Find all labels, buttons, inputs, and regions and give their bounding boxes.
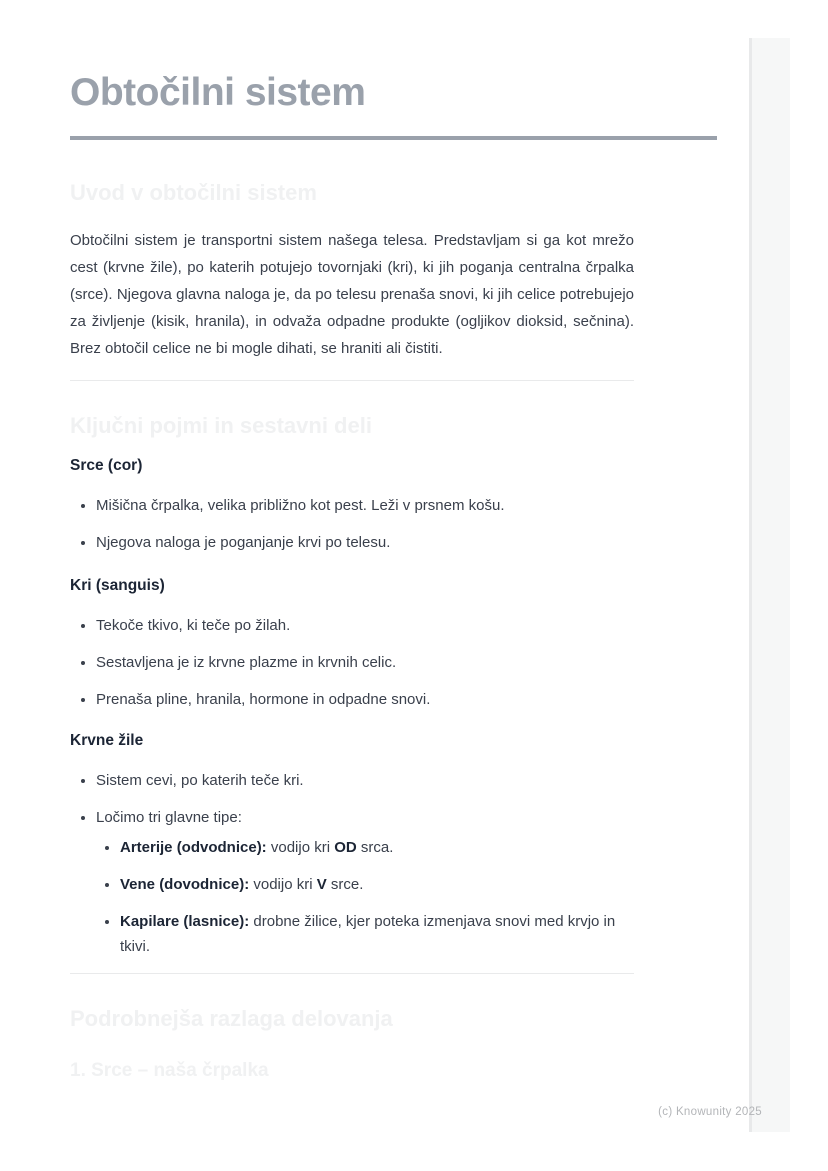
section-divider bbox=[70, 380, 634, 381]
term-text: vodijo kri bbox=[266, 839, 335, 856]
intro-paragraph: Obtočilni sistem je transportni sistem našega telesa. Predstavljam si ga kot mrežo cest (krvne žile), po katerih potujejo tovornjaki (kri), ki jih poganja centralna črpalka (srce). Njegova glavna naloga je, da po telesu prenaša snovi, ki jih celice potrebujejo za življenje (kisik, hranila), in odvaža odpadne produkte (ogljikov dioksid, sečnina). Brez obtočil celice ne bi mogle dihati, se hraniti ali čistiti. bbox=[70, 232, 634, 357]
term-bold: Vene (dovodnice): bbox=[120, 876, 250, 893]
term-bold: Kapilare (lasnice): bbox=[120, 913, 250, 930]
term-heading-krvne-zile: Krvne žile bbox=[70, 732, 144, 749]
term-text: srca. bbox=[356, 839, 394, 856]
bullet-list-kri bbox=[70, 613, 634, 712]
nested-bullet-list-vessel-types bbox=[96, 835, 634, 959]
term-heading-srce: Srce (cor) bbox=[70, 457, 143, 474]
term-bold: Arterije (odvodnice): bbox=[120, 839, 267, 856]
list-item: • Tekoče tkivo, ki teče po žilah. bbox=[96, 613, 634, 638]
list-item: • Sestavljena je iz krvne plazme in krvnih celic. bbox=[96, 650, 634, 675]
subsection-heading-srce-crpalka: 1. Srce – naša črpalka bbox=[70, 1060, 269, 1081]
page-title: Obtočilni sistem bbox=[70, 71, 366, 114]
term-text: vodijo kri bbox=[249, 876, 317, 893]
term-text: srce. bbox=[326, 876, 364, 893]
bullet-list-krvne-zile bbox=[70, 768, 634, 959]
term-heading-kri: Kri (sanguis) bbox=[70, 577, 165, 594]
list-item bbox=[96, 805, 634, 959]
section-divider bbox=[70, 973, 634, 974]
list-item: • Sistem cevi, po katerih teče kri. bbox=[96, 768, 634, 793]
term-text: drobne žilice, kjer poteka izmenjava snovi med krvjo in tkivi. bbox=[120, 913, 616, 955]
section-heading-details: Podrobnejša razlaga delovanja bbox=[70, 1006, 393, 1031]
title-divider bbox=[70, 136, 717, 140]
list-item: • Njegova naloga je poganjanje krvi po telesu. bbox=[96, 530, 634, 555]
list-item-text: Ločimo tri glavne tipe: bbox=[96, 809, 242, 826]
list-item: • Mišična črpalka, velika približno kot pest. Leži v prsnem košu. bbox=[96, 493, 634, 518]
section-heading-key-terms: Ključni pojmi in sestavni deli bbox=[70, 413, 372, 438]
term-bold: OD bbox=[334, 839, 357, 856]
section-heading-intro: Uvod v obtočilni sistem bbox=[70, 180, 317, 205]
list-item bbox=[120, 835, 634, 860]
list-item bbox=[120, 872, 634, 897]
copyright-notice: (c) Knowunity 2025 bbox=[658, 1106, 762, 1118]
term-bold: V bbox=[316, 876, 327, 893]
list-item bbox=[120, 909, 634, 959]
document-page bbox=[70, 0, 634, 1084]
list-item: • Prenaša pline, hranila, hormone in odpadne snovi. bbox=[96, 687, 634, 712]
bullet-list-srce bbox=[70, 493, 634, 555]
scrollbar-track[interactable] bbox=[749, 38, 790, 1132]
